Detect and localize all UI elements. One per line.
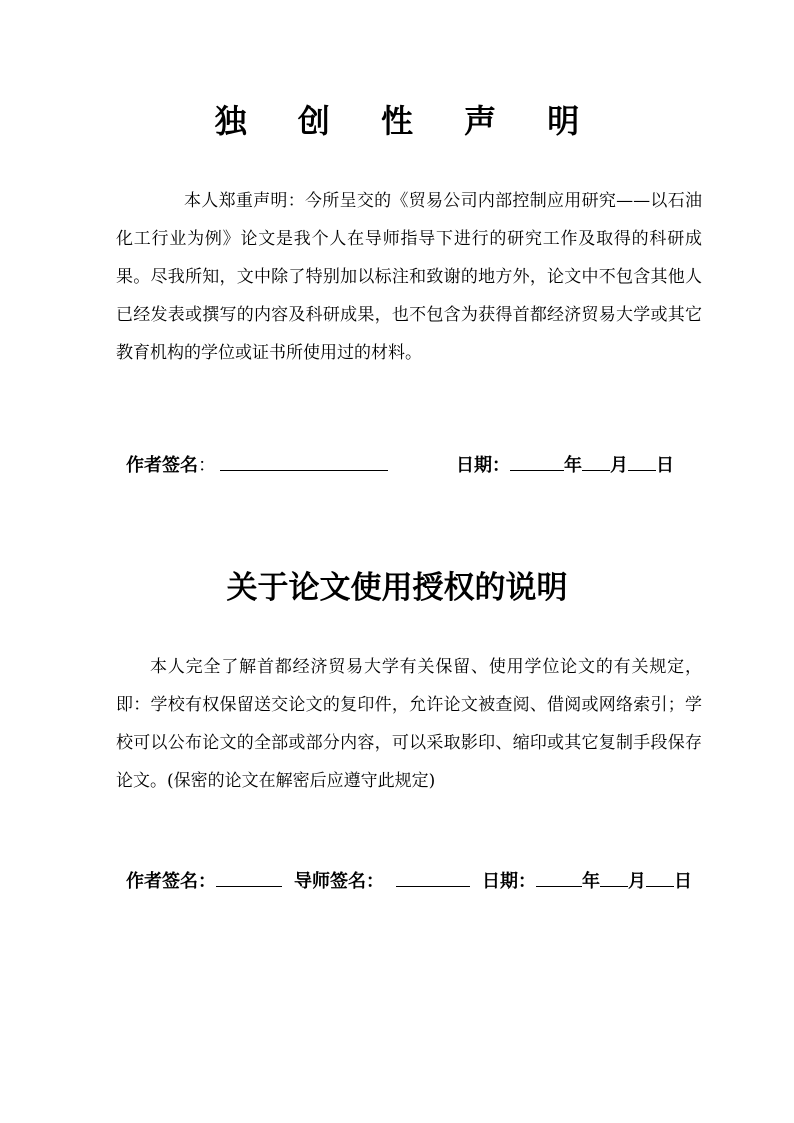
author-signature-label: 作者签名 [126,455,198,476]
supervisor-signature-line [396,866,470,887]
day-label: 日 [656,455,674,476]
month-line [600,866,628,887]
author-signature-line [220,450,388,471]
year-line [536,866,582,887]
authorization-signature-row [126,866,692,893]
month-line [582,450,610,471]
declaration-signature-row [126,450,674,477]
day-label: 日 [674,871,692,892]
month-label: 月 [610,455,628,476]
year-line [510,450,564,471]
day-line [628,450,656,471]
author-signature-line [216,866,282,887]
date-label: 日期： [482,871,536,892]
authorization-title: 关于论文使用授权的说明 [226,570,568,606]
authorization-body: 本人完全了解首都经济贸易大学有关保留、使用学位论文的有关规定，即：学校有权保留送交论文的复印件，允许论文被查阅、借阅或网络索引；学校可以公布论文的全部或部分内容，可以采取影印、缩印或其它复制手段保存论文。(保密的论文在解密后应遵守此规定) [116,657,702,791]
author-signature-colon: ： [198,455,216,476]
declaration-title: 独 创 性 声 明 [214,102,600,140]
month-label: 月 [628,871,646,892]
day-line [646,866,674,887]
author-signature-label: 作者签名： [126,871,216,892]
supervisor-signature-label: 导师签名： [294,871,384,892]
year-label: 年 [582,871,600,892]
date-label: 日期： [456,455,510,476]
year-label: 年 [564,455,582,476]
declaration-body: 本人郑重声明：今所呈交的《贸易公司内部控制应用研究——以石油化工行业为例》论文是我个人在导师指导下进行的研究工作及取得的科研成果。尽我所知，文中除了特别加以标注和致谢的地方外，论文中不包含其他人已经发表或撰写的内容及科研成果，也不包含为获得首都经济贸易大学或其它教育机构的学位或证书所使用过的材料。 [116,191,702,363]
